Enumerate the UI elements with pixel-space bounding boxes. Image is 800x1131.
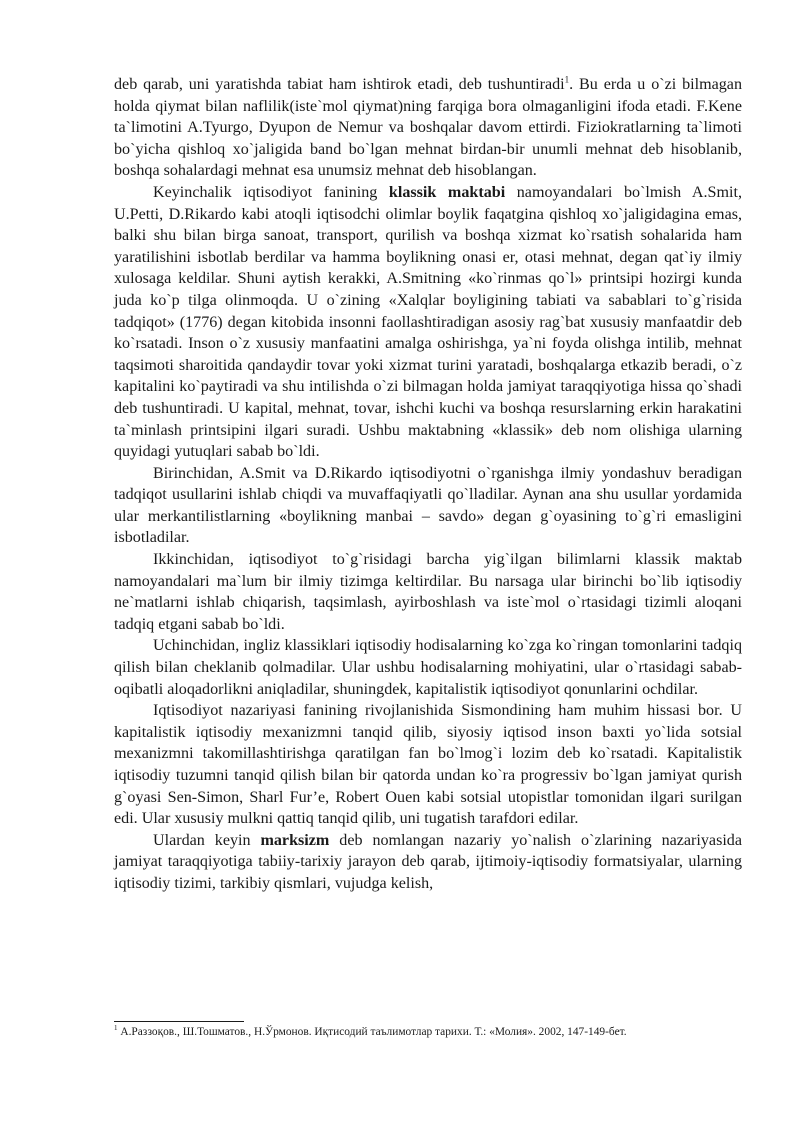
paragraph-text: deb nomlangan nazariy yo`nalish o`zlarining nazariyasida jamiyat taraqqiyotiga tabiiy-tarixiy jarayon deb qarab, ijtimoiy-iqtisodiy formatsiyalar, ularning iqtisodiy tizimi, tarkibiy qismlari, vujudga kelish,: [114, 831, 743, 892]
paragraph-text: Ulardan keyin: [153, 831, 261, 849]
paragraph: [114, 74, 742, 182]
bold-term: klassik maktabi: [388, 183, 506, 201]
paragraph: [114, 182, 742, 463]
bold-term: marksizm: [260, 831, 330, 849]
paragraph-text: Keyinchalik iqtisodiyot fanining: [153, 183, 389, 201]
footnote-text: А.Раззоқов., Ш.Тошматов., Н.Ўрмонов. Иқтисодий таълимотлар тарихи. Т.: «Молия». 2002, 147-149-бет.: [117, 1026, 627, 1038]
footnote-marker: 1: [114, 1024, 118, 1033]
paragraph: [114, 463, 742, 549]
footnote-separator: [114, 1021, 244, 1022]
paragraph: [114, 549, 742, 635]
paragraph: [114, 700, 742, 830]
paragraph-text: Iqtisodiyot nazariyasi fanining rivojlanishida Sismondining ham muhim hissasi bor. U kapitalistik iqtisodiy mexanizmni tanqid qilib, siyosiy iqtisod inson baxti yo`lida sotsial mexanizmni takomillashtirishga qaratilgan fan bo`lmog`i lozim deb ko`rsatadi. Kapitalistik iqtisodiy tuzumni tanqid qilish bilan bir qatorda undan ko`ra progressiv bo`lgan jamiyat qurish g`oyasi Sen-Simon, Sharl Fur’e, Robert Ouen kabi sotsial utopistlar tomonidan ilgari surilgan edi. Ular xususiy mulkni qattiq tanqid qilib, uni tugatish tarafdori edilar.: [114, 702, 742, 828]
body-text: [114, 74, 742, 895]
footnote: [114, 1025, 754, 1040]
paragraph: [114, 830, 742, 895]
paragraph-text: . Bu erda u o`zi bilmagan holda qiymat bilan naflilik(iste`mol qiymat)ning farqiga bora olmaganligini ifoda etadi. F.Kene ta`limotini A.Tyurgo, Dyupon de Nemur va boshqalar davom ettirdi. Fiziokratlarning ta`limoti bo`yicha qishloq xo`jaligida band bo`lgan mehnat birdan-bir unumli mehnat deb hisoblanib, boshqa sohalardagi mehnat esa unumsiz mehnat deb hisoblangan.: [114, 76, 742, 180]
paragraph: [114, 635, 742, 700]
paragraph-text: deb qarab, uni yaratishda tabiat ham ishtirok etadi, deb tushuntiradi: [114, 76, 565, 93]
paragraph-text: Uchinchidan, ingliz klassiklari iqtisodiy hodisalarning ko`zga ko`ringan tomonlarini tadqiq qilish bilan cheklanib qolmadilar. Ular ushbu hodisalarning mohiyatini, ular o`rtasidagi sabab-oqibatli aloqadorlikni aniqladilar, shuningdek, kapitalistik iqtisodiyot qonunlarini ochdilar.: [114, 637, 742, 698]
paragraph-text: namoyandalari bo`lmish A.Smit, U.Petti, D.Rikardo kabi atoqli iqtisodchi olimlar boylik faqatgina qishloq xo`jaligidagina emas, balki shu bilan birga sanoat, transport, qurilish va boshqa xizmat ko`rsatish sohalarida ham yaratilishini isbotlab berdilar va hamma boylikning onasi er, otasi mehnat, degan qat`iy ilmiy xulosaga keldilar. Shuni aytish kerakki, A.Smitning «ko`rinmas qo`l» printsipi hozirgi kunda juda ko`p tilga olinmoqda. U o`zining «Xalqlar boyligining tabiati va sabablari to`g`risida tadqiqot» (1776) degan kitobida insonni faollashtiradigan asosiy rag`bat xususiy manfaatdir deb ko`rsatadi. Inson o`z xususiy manfaatini amalga oshirishga, ya`ni foyda olishga intilib, mehnat taqsimoti sharoitida qandaydir tovar yoki xizmat turini yaratadi, boshqalarga etkazib beradi, o`z kapitalini ko`paytiradi va shu intilishda o`zi bilmagan holda jamiyat taraqqiyotiga hissa qo`shadi deb tushuntiradi. U kapital, mehnat, tovar, ishchi kuchi va boshqa resurslarning erkin harakatini ta`minlash printsipini ilgari suradi. Ushbu maktabning «klassik» deb nom olishiga ularning quyidagi yutuqlari sabab bo`ldi.: [114, 183, 742, 461]
footnote-reference[interactable]: 1: [564, 74, 570, 85]
paragraph-text: Ikkinchidan, iqtisodiyot to`g`risidagi barcha yig`ilgan bilimlarni klassik maktab namoyandalari ma`lum bir ilmiy tizimga keltirdilar. Bu narsaga ular birinchi bo`lib iqtisodiy ne`matlarni ishlab chiqarish, taqsimlash, ayirboshlash va iste`mol o`rtasidagi tizimli aloqani tadqiq etgani sabab bo`ldi.: [114, 551, 742, 633]
paragraph-text: Birinchidan, A.Smit va D.Rikardo iqtisodiyotni o`rganishga ilmiy yondashuv beradigan tadqiqot usullarini ishlab chiqdi va muvaffaqiyatli qo`lladilar. Aynan ana shu usullar yordamida ular merkantilistlarning «boylikning manbai – savdo» degan g`oyasining to`g`ri emasligini isbotladilar.: [114, 464, 742, 547]
